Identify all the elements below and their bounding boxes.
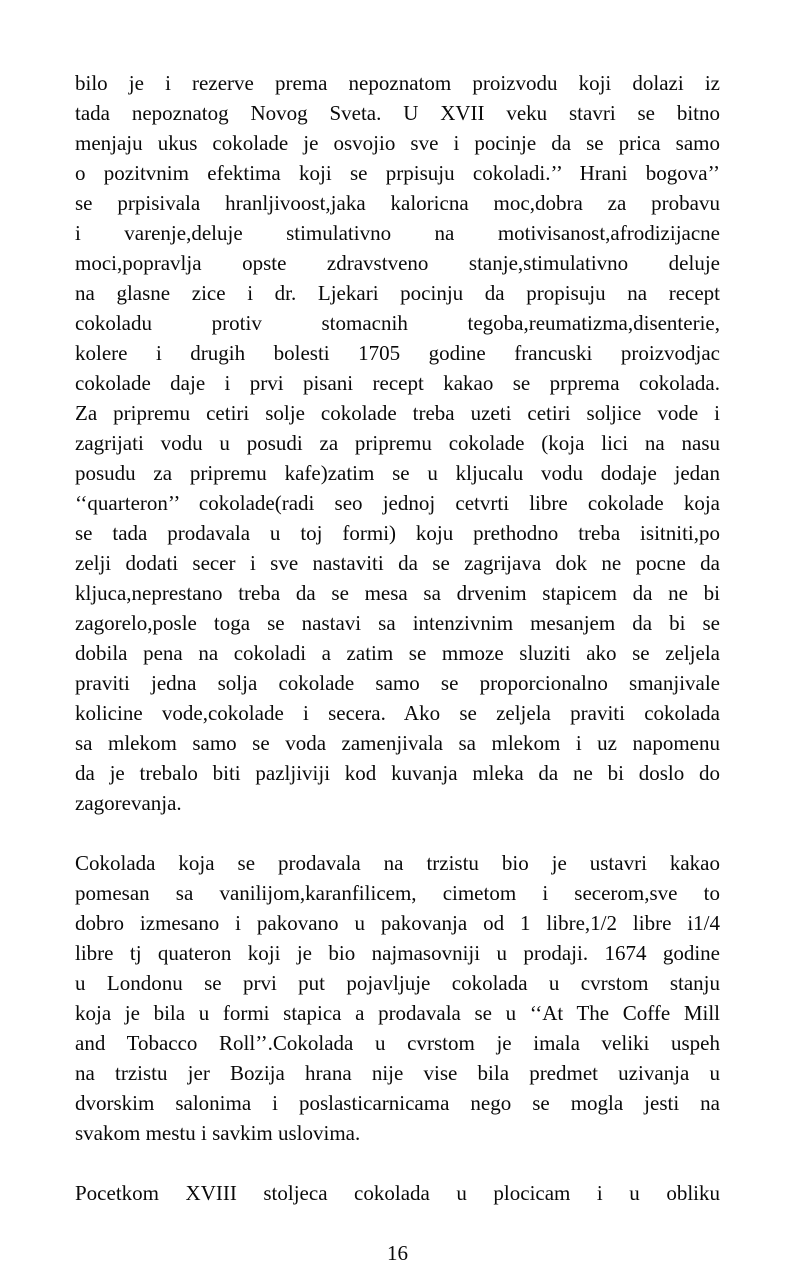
text-line: cokolade daje i prvi pisani recept kakao se prprema cokolada. <box>75 371 720 395</box>
text-line: svakom mestu i savkim uslovima. <box>75 1121 361 1145</box>
text-line: kljuca,neprestano treba da se mesa sa drvenim stapicem da ne bi <box>75 581 720 605</box>
text-line: kolere i drugih bolesti 1705 godine francuski proizvodjac <box>75 341 720 365</box>
text-line: na trzistu jer Bozija hrana nije vise bila predmet uzivanja u <box>75 1061 720 1085</box>
text-line: tada nepoznatog Novog Sveta. U XVII veku stavri se bitno <box>75 101 720 125</box>
text-line: zelji dodati secer i sve nastaviti da se zagrijava dok ne pocne da <box>75 551 720 575</box>
text-line: Pocetkom XVIII stoljeca cokolada u plocicam i u obliku <box>75 1181 720 1205</box>
text-line: o pozitvnim efektima koji se prpisuju cokoladi.’’ Hrani bogova’’ <box>75 161 720 185</box>
text-line: se tada prodavala u toj formi) koju prethodno treba isitniti,po <box>75 521 720 545</box>
text-line: koja je bila u formi stapica a prodavala se u ‘‘At The Coffe Mill <box>75 1001 720 1025</box>
text-line: na glasne zice i dr. Ljekari pocinju da propisuju na recept <box>75 281 720 305</box>
text-line: dobro izmesano i pakovano u pakovanja od 1 libre,1/2 libre i1/4 <box>75 911 720 935</box>
text-line: bilo je i rezerve prema nepoznatom proizvodu koji dolazi iz <box>75 71 720 95</box>
text-line: dvorskim salonima i poslasticarnicama nego se mogla jesti na <box>75 1091 720 1115</box>
text-line: se prpisivala hranljivoost,jaka kaloricna moc,dobra za probavu <box>75 191 720 215</box>
text-line: dobila pena na cokoladi a zatim se mmoze sluziti ako se zeljela <box>75 641 720 665</box>
text-line: da je trebalo biti pazljiviji kod kuvanja mleka da ne bi doslo do <box>75 761 720 785</box>
text-line: kolicine vode,cokolade i secera. Ako se zeljela praviti cokolada <box>75 701 720 725</box>
text-line: Cokolada koja se prodavala na trzistu bio je ustavri kakao <box>75 851 720 875</box>
paragraph-1 <box>75 68 720 818</box>
paragraph-3 <box>75 1178 720 1208</box>
text-line: u Londonu se prvi put pojavljuje cokolada u cvrstom stanju <box>75 971 720 995</box>
text-line: posudu za pripremu kafe)zatim se u kljucalu vodu dodaje jedan <box>75 461 720 485</box>
page-number: 16 <box>387 1241 408 1265</box>
text-line: cokoladu protiv stomacnih tegoba,reumatizma,disenterie, <box>75 311 720 335</box>
text-line: libre tj quateron koji je bio najmasovniji u prodaji. 1674 godine <box>75 941 720 965</box>
text-line: zagrijati vodu u posudi za pripremu cokolade (koja lici na nasu <box>75 431 720 455</box>
text-line: ‘‘quarteron’’ cokolade(radi seo jednoj cetvrti libre cokolade koja <box>75 491 720 515</box>
text-line: menjaju ukus cokolade je osvojio sve i pocinje da se prica samo <box>75 131 720 155</box>
text-line: zagorevanja. <box>75 791 182 815</box>
text-line: Za pripremu cetiri solje cokolade treba uzeti cetiri soljice vode i <box>75 401 720 425</box>
text-line: pomesan sa vanilijom,karanfilicem, cimetom i secerom,sve to <box>75 881 720 905</box>
text-line: i varenje,deluje stimulativno na motivisanost,afrodizijacne <box>75 221 720 245</box>
text-line: zagorelo,posle toga se nastavi sa intenzivnim mesanjem da bi se <box>75 611 720 635</box>
paragraph-2 <box>75 848 720 1148</box>
text-line: praviti jedna solja cokolade samo se proporcionalno smanjivale <box>75 671 720 695</box>
text-line: moci,popravlja opste zdravstveno stanje,stimulativno deluje <box>75 251 720 275</box>
text-line: and Tobacco Roll’’.Cokolada u cvrstom je imala veliki uspeh <box>75 1031 720 1055</box>
text-line: sa mlekom samo se voda zamenjivala sa mlekom i uz napomenu <box>75 731 720 755</box>
